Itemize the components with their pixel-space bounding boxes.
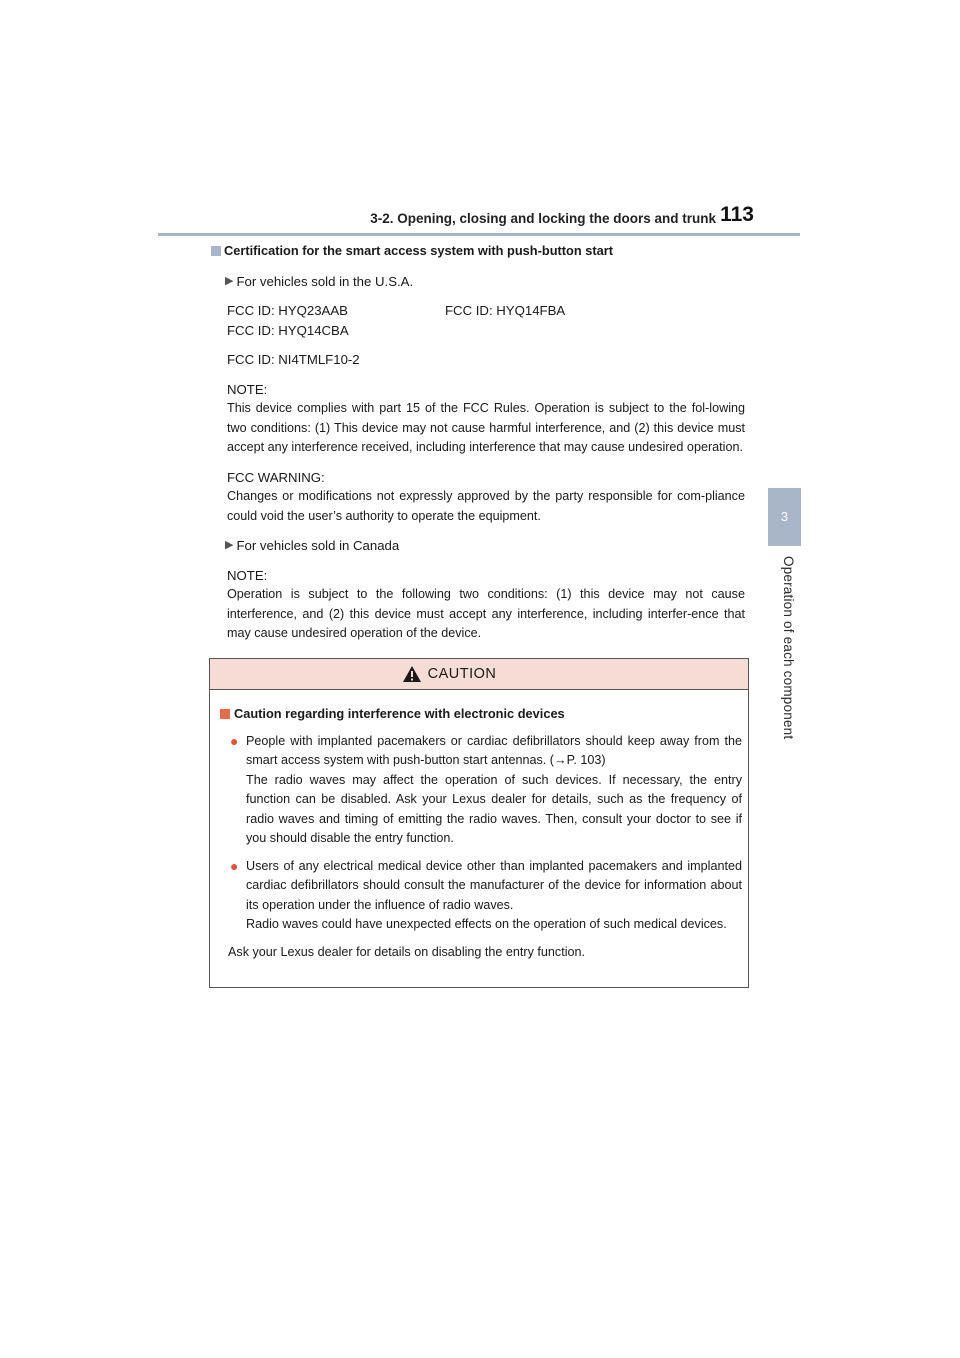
caution-title	[220, 704, 742, 724]
fcc-id-row	[211, 301, 745, 321]
usa-subheading	[211, 272, 745, 292]
caution-label: CAUTION	[427, 666, 497, 682]
caution-title-text: Caution regarding interference with electronic devices	[234, 706, 565, 721]
bullet-line: Radio waves could have unexpected effects on the operation of such medical devices.	[246, 917, 727, 931]
canada-note-text: Operation is subject to the following two conditions: (1) this device may not cause interference, and (2) this device must accept any interference, including interfer-ence that may cause undesired operation of the device.	[227, 587, 745, 640]
header-rule	[158, 233, 800, 236]
fcc-warning-label: FCC WARNING:	[227, 469, 325, 485]
caution-box	[209, 658, 749, 988]
bullet-dot-icon: ●	[230, 732, 239, 749]
square-bullet-icon	[211, 246, 221, 256]
bullet-dot-icon: ●	[230, 857, 239, 874]
canada-subheading	[211, 536, 745, 556]
warning-triangle-icon	[402, 665, 422, 683]
caution-header	[210, 659, 748, 690]
certification-heading	[211, 241, 745, 261]
caution-footer: Ask your Lexus dealer for details on disabling the entry function.	[228, 944, 586, 959]
arrow-right-icon: ▶	[225, 274, 234, 287]
usa-heading: For vehicles sold in the U.S.A.	[236, 273, 414, 289]
fcc-id: FCC ID: HYQ14FBA	[445, 303, 566, 318]
chapter-label: Operation of each component	[781, 556, 796, 740]
note-label: NOTE:	[227, 381, 268, 397]
page-number: 113	[720, 203, 754, 226]
fcc-id: FCC ID: NI4TMLF10-2	[227, 352, 360, 367]
bullet-line: Users of any electrical medical device other than implanted pacemakers and implanted cardiac defibrillators should consult the manufacturer of the device for information about its operation under the influence of radio waves.	[246, 858, 742, 912]
caution-bullet	[230, 857, 742, 935]
bullet-line: People with implanted pacemakers or cardiac defibrillators should keep away from the smart access system with push-button start antennas. (→P. 103)	[246, 733, 742, 767]
main-content	[211, 241, 745, 654]
page-header	[158, 202, 800, 236]
fcc-id: FCC ID: HYQ14CBA	[227, 322, 349, 338]
canada-heading: For vehicles sold in Canada	[236, 538, 400, 553]
section-title: 3-2. Opening, closing and locking the doors and trunk	[370, 211, 716, 226]
fcc-warning-text: Changes or modifications not expressly approved by the party responsible for com-pliance could void the user’s authority to operate the equipment.	[227, 489, 745, 523]
caution-bullet-text	[246, 732, 742, 849]
note-text: This device complies with part 15 of the FCC Rules. Operation is subject to the fol-lowing two conditions: (1) This device may not cause harmful interference, and (2) this device must accept any interference received, including interference that may cause undesired operation.	[227, 401, 745, 454]
caution-bullet	[230, 732, 742, 849]
caution-body	[210, 690, 748, 962]
canada-note-label: NOTE:	[227, 567, 268, 583]
square-bullet-icon	[220, 709, 230, 719]
arrow-right-icon: ▶	[225, 539, 234, 551]
bullet-line: The radio waves may affect the operation of such devices. If necessary, the entry function can be disabled. Ask your Lexus dealer for details, such as the frequency of radio waves and timing of emitting the radio waves. Then, consult your doctor to see if you should disable the entry function.	[246, 772, 742, 845]
chapter-tab: 3	[768, 488, 801, 546]
certification-title: Certification for the smart access system with push-button start	[224, 243, 613, 258]
caution-bullet-text	[246, 857, 742, 935]
fcc-id: FCC ID: HYQ23AAB	[227, 303, 348, 318]
